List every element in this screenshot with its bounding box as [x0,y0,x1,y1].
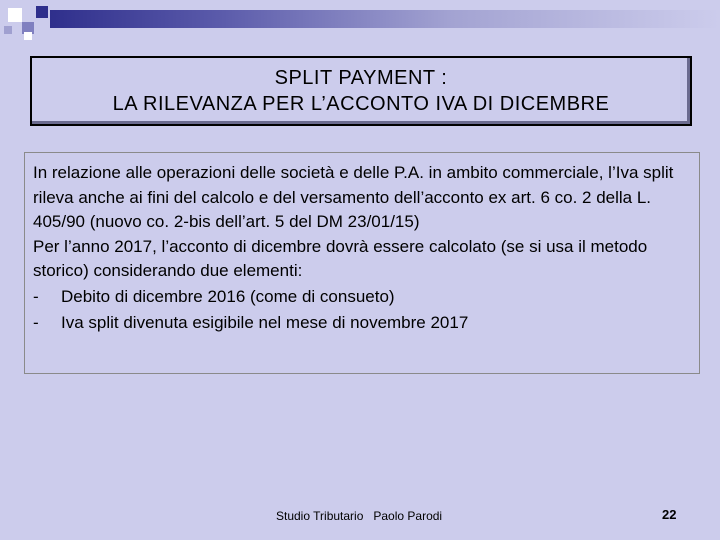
bullet-text: Iva split divenuta esigibile nel mese di novembre 2017 [61,313,469,332]
bullet-text: Debito di dicembre 2016 (come di consueto) [61,286,395,306]
footer-author: Studio Tributario Paolo Parodi [276,509,443,523]
content-box [24,152,700,374]
bullet-marker: - [33,286,39,306]
bullet-item [33,284,691,311]
decor-square [4,26,12,34]
page-number: 22 [662,507,677,522]
paragraph-2: Per l’anno 2017, l’acconto di dicembre dovrà essere calcolato (se si usa il metodo storico) considerando due elementi: [33,236,648,280]
header-gradient-bar [50,10,720,28]
paragraph-1: In relazione alle operazioni delle società e delle P.A. in ambito commerciale, l’Iva split rileva anche ai fini del calcolo e del versamento dell’acconto ex art. 6 co. 2 della L. 405/90 (nuovo co. 2-bis dell’art. 5 del DM 23/01/15) [33,163,674,231]
slide-title-box [30,56,692,126]
bullet-marker: - [33,313,39,332]
decor-square [36,6,48,18]
bullet-item [33,310,691,337]
decor-square [8,8,22,22]
slide-title-line-1: SPLIT PAYMENT : [274,67,448,89]
decor-square [24,32,32,40]
slide-title-line-2: LA RILEVANZA PER L’ACCONTO IVA DI DICEMBRE [112,93,610,115]
